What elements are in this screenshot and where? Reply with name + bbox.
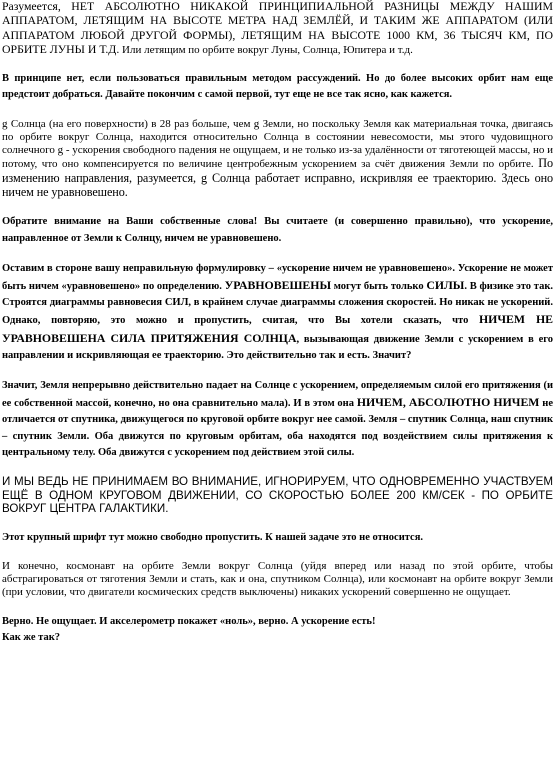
forces-text-d: СИЛЫ xyxy=(426,277,465,292)
paragraph-gap xyxy=(2,546,553,560)
earth-falls-text-c: не отличается от спутника, движущегося по круговой орбите вокруг нее самой. Земля – спутник Солнца, наш спутник – спутник Земли. Оба движутся по круговым орбитам, оба находятся под воздействием силы притяжения к центральному телу. Оба движутся с ускорением под действием этой силы. xyxy=(2,398,553,458)
paragraph-forces xyxy=(2,261,553,364)
paragraph-earth-falls xyxy=(2,378,553,461)
paragraph-gap xyxy=(2,247,553,261)
paragraph-gap xyxy=(2,364,553,378)
forces-text-g: , вызывающая движение Земли с ускорением в его направлении и искривляющая ее траекторию. Это действительно так и есть. Значит? xyxy=(2,333,553,361)
paragraph-gap xyxy=(2,516,553,530)
conclusion-line-1: Верно. Не ощущает. И акселерометр покажет «ноль», верно. А ускорение есть! xyxy=(2,615,376,627)
document-page xyxy=(2,0,553,646)
conclusion-line-2: Как же так? xyxy=(2,631,60,643)
forces-text-a: Оставим в стороне вашу неправильную формулировку – «ускорение ничем не уравновешено». Ускорение не может быть ничем «уравновешено» по определению. xyxy=(2,262,553,292)
sun-gravity-large-text: По изменению направления, разумеется, g Солнца работает исправно, искривляя ее траекторию. Здесь оно ничем не уравновешено. xyxy=(2,156,553,200)
intro-tail-text: Или летящим по орбите вокруг Луны, Солнца, Юпитера и т.д. xyxy=(119,43,413,56)
paragraph-gap xyxy=(2,104,553,118)
paragraph-sun-gravity xyxy=(2,118,553,201)
paragraph-gap xyxy=(2,600,553,614)
forces-text-f: НИЧЕМ НЕ УРАВНОВЕШЕНА СИЛА ПРИТЯЖЕНИЯ СОЛНЦА xyxy=(2,312,553,345)
paragraph-galaxy: И МЫ ВЕДЬ НЕ ПРИНИМАЕМ ВО ВНИМАНИЕ, ИГНОРИРУЕМ, ЧТО ОДНОВРЕМЕННО УЧАСТВУЕМ ЕЩЁ В ОДНОМ КРУГОВОМ ДВИЖЕНИИ, СО СКОРОСТЬЮ БОЛЕЕ 200 КМ/СЕК - ПО ОРБИТЕ ВОКРУГ ЦЕНТРА ГАЛАКТИКИ. xyxy=(2,475,553,516)
paragraph-intro xyxy=(2,0,553,57)
earth-falls-text-a: Значит, Земля непрерывно действительно падает на Солнце с ускорением, определяемым силой его притяжения (и ее собственной массой, конечно, но она сравнительно мала). И в этом она xyxy=(2,380,553,410)
paragraph-reply-orbits: В принципе нет, если пользоваться правильным методом рассуждений. Но до более высоких орбит нам еще предстоит добраться. Давайте покончим с самой первой, тут еще не все так ясно, как кажется. xyxy=(2,73,553,101)
forces-text-c: могут быть только xyxy=(331,280,427,292)
paragraph-astronaut: И конечно, космонавт на орбите Земли вокруг Солнца (уйдя вперед или назад по этой орбите, чтобы абстрагироваться от тяготения Земли и стать, как и она, спутником Солнца), или космонавт на орбите вокруг Земли (при условии, что двигатели космических средств выключены) никаких ускорений совершенно не ощущает. xyxy=(2,559,553,599)
paragraph-conclusion xyxy=(2,614,553,646)
paragraph-gap xyxy=(2,200,553,214)
sun-gravity-small-text: g Солнца (на его поверхности) в 28 раз больше, чем g Земли, но поскольку Земля как материальная точка, двигаясь по орбите вокруг Солнца, находится относительно Солнца в состоянии невесомости, мы этого чудовищного солнечного g - ускорения свободного падения не ощущаем, и не только из-за удалённости от тяготеющей массы, но и потому, что оно компенсируется по величине центробежным ускорением за счёт движения Земли по орбите. xyxy=(2,117,553,171)
earth-falls-text-b: НИЧЕМ, АБСОЛЮТНО НИЧЕМ xyxy=(356,395,540,410)
paragraph-attention: Обратите внимание на Ваши собственные слова! Вы считаете (и совершенно правильно), что ускорение, направленное от Земли к Солнцу, ничем не уравновешено. xyxy=(2,216,553,244)
intro-uppercase-text: Разумеется, НЕТ АБСОЛЮТНО НИКАКОЙ ПРИНЦИПИАЛЬНОЙ РАЗНИЦЫ МЕЖДУ НАШИМ АППАРАТОМ, ЛЕТЯЩИМ НА ВЫСОТЕ МЕТРА НАД ЗЕМЛЁЙ, И ТАКИМ ЖЕ АППАРАТОМ (ИЛИ АППАРАТОМ ЛЮБОЙ ДРУГОЙ ФОРМЫ), ЛЕТЯЩИМ НА ВЫСОТЕ 1000 КМ, 36 ТЫСЯЧ КМ, ПО ОРБИТЕ ЛУНЫ И Т.Д. xyxy=(2,0,553,56)
forces-text-e: . В физике это так. Строятся диаграммы равновесия СИЛ, в крайнем случае диаграммы сложения скоростей. Но никак не ускорений. Однако, повторяю, это можно и пропустить, считая, что Вы хотели сказать, что xyxy=(2,280,554,327)
paragraph-gap xyxy=(2,461,553,475)
paragraph-gap xyxy=(2,57,553,71)
forces-text-b: УРАВНОВЕШЕНЫ xyxy=(224,277,332,292)
paragraph-skip-note: Этот крупный шрифт тут можно свободно пропустить. К нашей задаче это не относится. xyxy=(2,531,424,543)
